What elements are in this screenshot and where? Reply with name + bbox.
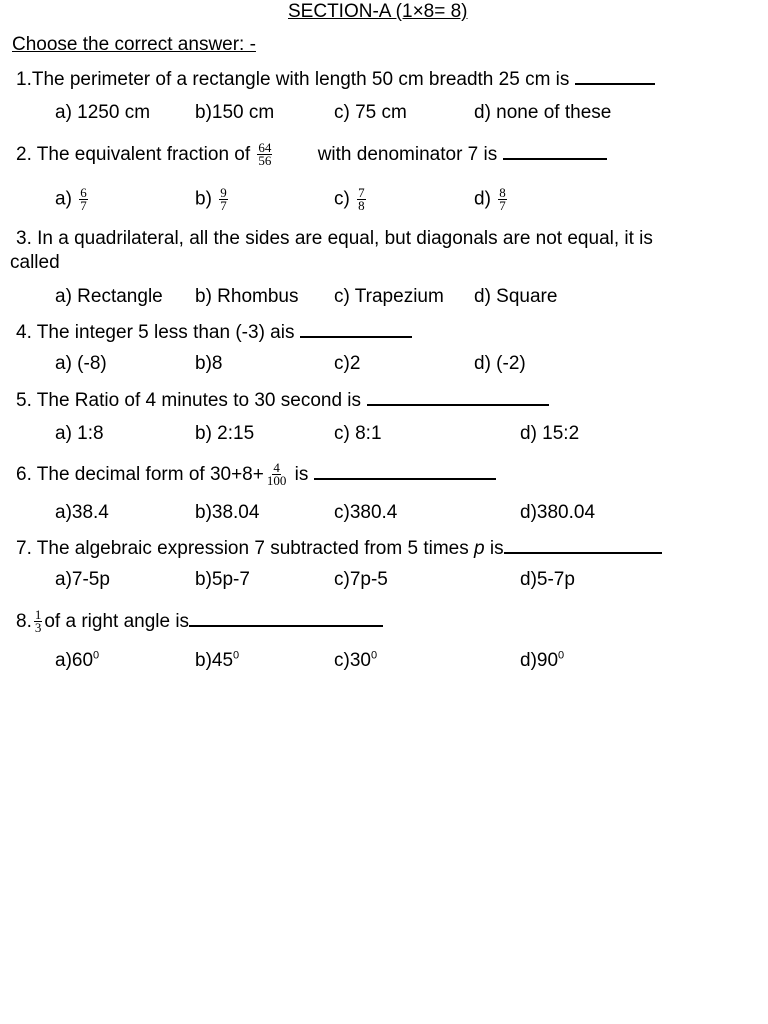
q7-option-d: d)5-7p: [520, 569, 575, 590]
q5-option-b: b) 2:15: [195, 423, 255, 444]
q4-option-b: b)8: [195, 353, 223, 374]
question-7: 7. The algebraic expression 7 subtracted from 5 times p is: [16, 536, 662, 560]
q3-option-d: d) Square: [474, 286, 558, 307]
q3-option-b: b) Rhombus: [195, 286, 299, 307]
q1-option-a: a) 1250 cm: [55, 102, 151, 123]
section-title: SECTION-A (1×8= 8): [288, 1, 468, 22]
q6-option-b: b)38.04: [195, 502, 260, 523]
fraction: $\frac{64}{56}$: [258, 140, 272, 169]
q5-option-d: d) 15:2: [520, 423, 580, 444]
q1-option-d: d) none of these: [474, 102, 612, 123]
q8-option-d: $d)90^0$: [520, 649, 565, 671]
q8-option-c: $c)30^0$: [334, 649, 378, 671]
q7-option-a: a)7-5p: [55, 569, 110, 590]
q2-option-d: d) $\frac{8}{7}$: [474, 185, 506, 213]
q5-option-a: a) 1:8: [55, 423, 104, 444]
q8-option-a: $a)60^0$: [55, 649, 100, 671]
question-4: 4. The integer 5 less than (-3) ais: [16, 320, 412, 344]
question-5: 5. The Ratio of 4 minutes to 30 second is: [16, 388, 549, 412]
q4-option-d: d) (-2): [474, 353, 526, 374]
q7-option-c: c)7p-5: [334, 569, 388, 590]
question-1: 1.The perimeter of a rectangle with length 50 cm breadth 25 cm is: [16, 67, 655, 91]
q6-option-d: d)380.04: [520, 502, 596, 523]
q2-option-b: b) $\frac{9}{7}$: [195, 185, 227, 213]
question-3-line-1: 3. In a quadrilateral, all the sides are equal, but diagonals are not equal, it is: [16, 228, 653, 249]
question-3-line-2: called: [10, 252, 60, 273]
q5-option-c: c) 8:1: [334, 423, 382, 444]
question-8: 8. $\frac{1}{3}$ of a right angle is: [16, 609, 383, 634]
q7-option-b: b)5p-7: [195, 569, 250, 590]
fraction: $\frac{1}{3}$: [34, 607, 42, 636]
q8-option-b: $b)45^0$: [195, 649, 240, 671]
q1-option-c: c) 75 cm: [334, 102, 407, 123]
q4-option-a: a) (-8): [55, 353, 107, 374]
question-2: 2. The equivalent fraction of $\frac{64}{56}$ with denominator 7 is: [16, 142, 607, 167]
q2-option-c: c) $\frac{7}{8}$: [334, 185, 365, 213]
q3-option-c: c) Trapezium: [334, 286, 444, 307]
q2-option-a: a) $\frac{6}{7}$: [55, 185, 87, 213]
q1-option-b: b)150 cm: [195, 102, 275, 123]
q3-option-a: a) Rectangle: [55, 286, 163, 307]
question-6: 6. The decimal form of 30+8+ $\frac{4}{100}$ is: [16, 462, 496, 487]
instruction: Choose the correct answer: -: [12, 34, 256, 55]
fraction: $\frac{4}{100}$: [266, 460, 287, 489]
q6-option-c: c)380.4: [334, 502, 398, 523]
q6-option-a: a)38.4: [55, 502, 109, 523]
q4-option-c: c)2: [334, 353, 361, 374]
